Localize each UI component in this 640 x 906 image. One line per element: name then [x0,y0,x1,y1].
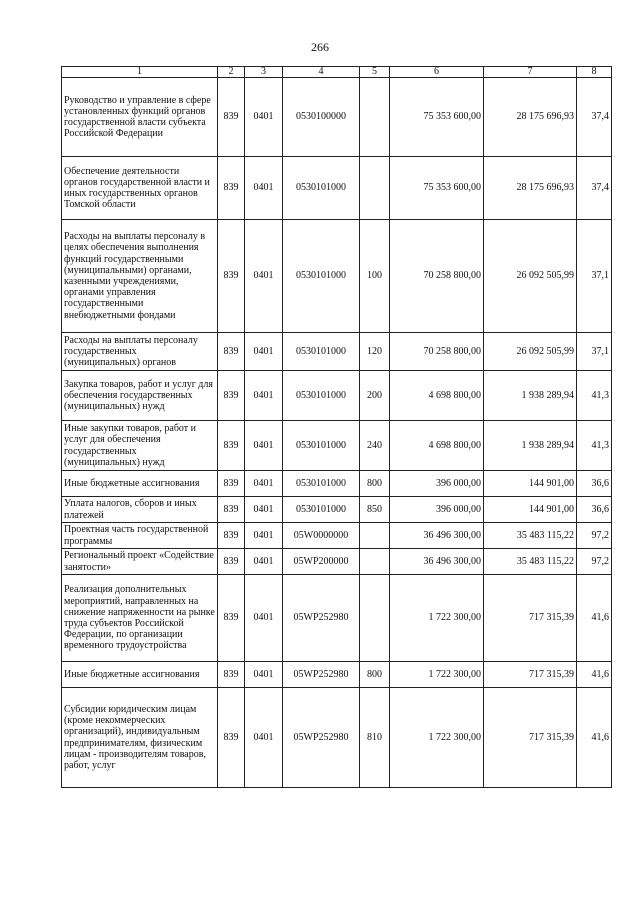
row-target: 05WP252980 [283,688,360,788]
table-row [62,471,612,497]
row-target: 0530101000 [283,220,360,333]
table-row [62,688,612,788]
row-target: 0530101000 [283,333,360,371]
row-section: 0401 [245,549,283,575]
row-fact: 1 938 289,94 [484,371,577,421]
row-plan: 1 722 300,00 [390,662,484,688]
row-gr: 839 [218,220,245,333]
row-fact: 26 092 505,99 [484,220,577,333]
column-header: 4 [283,67,360,78]
row-section: 0401 [245,662,283,688]
row-target: 05WP252980 [283,662,360,688]
table-row [62,333,612,371]
row-plan: 396 000,00 [390,471,484,497]
row-plan: 70 258 800,00 [390,220,484,333]
row-name: Иные бюджетные ассигнования [62,662,218,688]
row-name: Проектная часть государственной программы [62,523,218,549]
column-header: 8 [577,67,612,78]
row-kind [360,549,390,575]
row-kind: 810 [360,688,390,788]
row-kind: 800 [360,662,390,688]
column-header: 5 [360,67,390,78]
row-percent: 36,6 [577,497,612,523]
row-name: Уплата налогов, сборов и иных платежей [62,497,218,523]
table-row [62,523,612,549]
table-row [62,497,612,523]
row-gr: 839 [218,575,245,662]
row-section: 0401 [245,157,283,220]
column-header: 7 [484,67,577,78]
row-gr: 839 [218,549,245,575]
row-plan: 4 698 800,00 [390,421,484,471]
row-target: 05W0000000 [283,523,360,549]
row-fact: 144 901,00 [484,497,577,523]
row-fact: 35 483 115,22 [484,549,577,575]
row-fact: 717 315,39 [484,662,577,688]
row-percent: 41,6 [577,662,612,688]
row-kind: 800 [360,471,390,497]
row-percent: 41,6 [577,688,612,788]
row-gr: 839 [218,523,245,549]
row-plan: 1 722 300,00 [390,575,484,662]
row-section: 0401 [245,220,283,333]
row-target: 05WP252980 [283,575,360,662]
row-percent: 41,3 [577,371,612,421]
row-fact: 28 175 696,93 [484,78,577,157]
row-target: 0530100000 [283,78,360,157]
row-name: Обеспечение деятельности органов государственной власти и иных государственных органов Томской области [62,157,218,220]
column-header: 2 [218,67,245,78]
row-gr: 839 [218,688,245,788]
row-name: Иные закупки товаров, работ и услуг для обеспечения государственных (муниципальных) нужд [62,421,218,471]
row-name: Реализация дополнительных мероприятий, направленных на снижение напряженности на рынке труда субъектов Российской Федерации, по организации временного трудоустройства [62,575,218,662]
row-section: 0401 [245,371,283,421]
row-target: 0530101000 [283,497,360,523]
column-header: 6 [390,67,484,78]
row-plan: 36 496 300,00 [390,523,484,549]
table-row [62,220,612,333]
row-percent: 37,4 [577,157,612,220]
row-plan: 75 353 600,00 [390,78,484,157]
row-section: 0401 [245,471,283,497]
budget-table [61,66,612,788]
row-kind: 100 [360,220,390,333]
table-row [62,157,612,220]
row-gr: 839 [218,471,245,497]
row-name: Субсидии юридическим лицам (кроме некоммерческих организаций), индивидуальным предпринимателям, физическим лицам - производителям товаров, работ, услуг [62,688,218,788]
row-section: 0401 [245,523,283,549]
row-plan: 4 698 800,00 [390,371,484,421]
row-section: 0401 [245,575,283,662]
row-target: 0530101000 [283,157,360,220]
table-row [62,575,612,662]
row-section: 0401 [245,333,283,371]
row-kind: 240 [360,421,390,471]
row-plan: 36 496 300,00 [390,549,484,575]
page-number: 266 [311,40,329,54]
column-header: 3 [245,67,283,78]
row-plan: 396 000,00 [390,497,484,523]
row-name: Руководство и управление в сфере установленных функций органов государственной власти субъекта Российской Федерации [62,78,218,157]
row-section: 0401 [245,78,283,157]
row-gr: 839 [218,421,245,471]
row-fact: 717 315,39 [484,688,577,788]
row-plan: 75 353 600,00 [390,157,484,220]
row-percent: 41,3 [577,421,612,471]
row-percent: 36,6 [577,471,612,497]
row-target: 0530101000 [283,421,360,471]
row-section: 0401 [245,421,283,471]
row-gr: 839 [218,497,245,523]
table-row [62,549,612,575]
table-row [62,78,612,157]
row-kind [360,78,390,157]
row-fact: 28 175 696,93 [484,157,577,220]
row-plan: 1 722 300,00 [390,688,484,788]
row-fact: 26 092 505,99 [484,333,577,371]
row-kind: 850 [360,497,390,523]
row-gr: 839 [218,157,245,220]
row-gr: 839 [218,333,245,371]
row-kind [360,575,390,662]
row-percent: 97,2 [577,523,612,549]
table-header-row [62,67,612,78]
row-plan: 70 258 800,00 [390,333,484,371]
row-fact: 717 315,39 [484,575,577,662]
row-name: Расходы на выплаты персоналу государственных (муниципальных) органов [62,333,218,371]
row-fact: 144 901,00 [484,471,577,497]
table-row [62,371,612,421]
row-percent: 37,4 [577,78,612,157]
row-name: Региональный проект «Содействие занятости» [62,549,218,575]
row-percent: 37,1 [577,333,612,371]
row-gr: 839 [218,662,245,688]
row-gr: 839 [218,78,245,157]
row-percent: 41,6 [577,575,612,662]
row-target: 0530101000 [283,471,360,497]
row-percent: 97,2 [577,549,612,575]
row-fact: 1 938 289,94 [484,421,577,471]
row-section: 0401 [245,688,283,788]
row-percent: 37,1 [577,220,612,333]
row-kind [360,523,390,549]
row-kind [360,157,390,220]
row-gr: 839 [218,371,245,421]
column-header: 1 [62,67,218,78]
row-name: Иные бюджетные ассигнования [62,471,218,497]
row-name: Закупка товаров, работ и услуг для обеспечения государственных (муниципальных) нужд [62,371,218,421]
row-kind: 200 [360,371,390,421]
row-target: 05WP200000 [283,549,360,575]
row-fact: 35 483 115,22 [484,523,577,549]
table-row [62,662,612,688]
row-target: 0530101000 [283,371,360,421]
table-row [62,421,612,471]
row-section: 0401 [245,497,283,523]
row-name: Расходы на выплаты персоналу в целях обеспечения выполнения функций государственными (муниципальными) органами, казенными учреждениями, органами управления государственными внебюджетными фондами [62,220,218,333]
row-kind: 120 [360,333,390,371]
